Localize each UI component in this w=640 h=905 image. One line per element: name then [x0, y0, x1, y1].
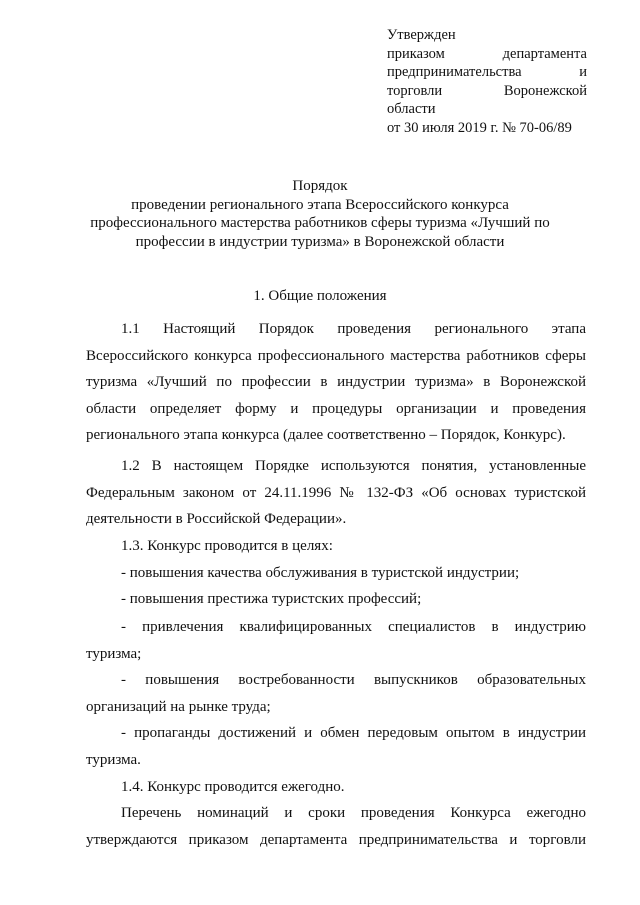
- approval-line: торговли Воронежской: [387, 82, 587, 99]
- paragraph-nominations: [86, 800, 586, 853]
- approval-line: приказом департамента: [387, 45, 587, 62]
- paragraph-line: 1.3. Конкурс проводится в целях:: [121, 538, 333, 554]
- paragraph-line: деятельности в Российской Федерации».: [86, 511, 347, 527]
- paragraph-line: - привлечения квалифицированных специалистов в индустрию: [121, 619, 586, 635]
- paragraph-line: Федеральным законом от 24.11.1996 № 132-ФЗ «Об основах туристской: [86, 484, 586, 501]
- paragraph-line: утверждаются приказом департамента предпринимательства и торговли: [86, 831, 586, 848]
- section-heading: 1. Общие положения: [253, 288, 387, 304]
- goal-item-specialists: [86, 614, 586, 667]
- paragraph-line: туризма «Лучший по профессии в индустрии туризма» в Воронежской: [86, 374, 586, 390]
- paragraph-line: организаций на рынке труда;: [86, 698, 271, 715]
- paragraph-line: области определяет форму и процедуры организации и проведения: [86, 400, 586, 417]
- paragraph-line: 1.2 В настоящем Порядке используются понятия, установленные: [121, 458, 586, 474]
- goal-item-graduates: [86, 667, 586, 720]
- paragraph-line: - повышения качества обслуживания в туристской индустрии;: [121, 565, 520, 581]
- approval-line: от 30 июля 2019 г. № 70-06/89: [387, 119, 572, 136]
- approval-line: области: [387, 101, 436, 117]
- paragraph-line: Всероссийского конкурса профессионального мастерства работников сферы: [86, 347, 586, 364]
- goal-item-quality: [86, 560, 586, 587]
- paragraph-line: - пропаганды достижений и обмен передовым опытом в индустрии: [121, 725, 586, 741]
- paragraph-1-2: [86, 453, 586, 533]
- title-line: проведении регионального этапа Всероссийского конкурса: [131, 196, 509, 213]
- paragraph-line: - повышения престижа туристских профессий;: [121, 591, 422, 607]
- approval-line: предпринимательства и: [387, 64, 587, 80]
- paragraph-1-1: [86, 316, 586, 449]
- paragraph-line: 1.4. Конкурс проводится ежегодно.: [121, 779, 345, 795]
- title-line: профессионального мастерства работников сферы туризма «Лучший по: [90, 215, 550, 231]
- goal-item-prestige: [86, 586, 586, 613]
- paragraph-line: регионального этапа конкурса (далее соответственно – Порядок, Конкурс).: [86, 427, 566, 443]
- approval-line: Утвержден: [387, 27, 456, 43]
- title-line: Порядок: [292, 178, 348, 194]
- paragraph-1-3: [86, 533, 586, 560]
- paragraph-line: туризма;: [86, 645, 142, 662]
- paragraph-line: Перечень номинаций и сроки проведения Конкурса ежегодно: [121, 805, 586, 821]
- paragraph-line: 1.1 Настоящий Порядок проведения регионального этапа: [121, 321, 586, 337]
- document-title: [60, 177, 580, 251]
- paragraph-line: - повышения востребованности выпускников образовательных: [121, 672, 586, 688]
- paragraph-line: туризма.: [86, 751, 141, 768]
- title-line: профессии в индустрии туризма» в Воронежской области: [135, 233, 505, 250]
- paragraph-1-4: [86, 774, 586, 801]
- approval-stamp: [387, 26, 587, 137]
- goal-item-propaganda: [86, 720, 586, 773]
